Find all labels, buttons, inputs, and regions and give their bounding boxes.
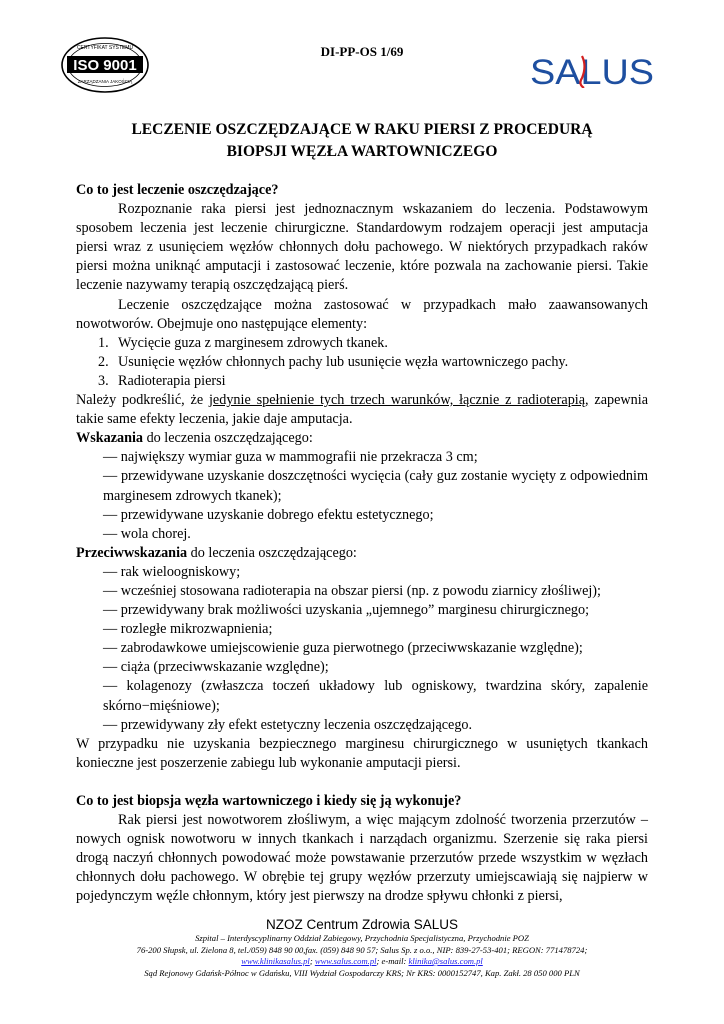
page-footer xyxy=(0,917,724,979)
salus-logo xyxy=(530,52,654,88)
document-body xyxy=(76,181,648,906)
page-title xyxy=(80,119,644,163)
section1-paragraph-2: Leczenie oszczędzające można zastosować w przypadkach mało zaawansowanych nowotworów. Obejmuje ono następujące elementy: xyxy=(76,296,648,332)
iso-logo-main-text: ISO 9001 xyxy=(73,57,137,74)
list-item: — przewidywane uzyskanie doszczętności wycięcia (cały guz zostanie wycięty z odpowiednim marginesem zdrowych tkanek); xyxy=(103,468,648,504)
iso-logo-top-text: CERTYFIKAT SYSTEMU xyxy=(76,45,134,51)
contraindications-label: Przeciwwskazania xyxy=(76,544,188,561)
footer-line-1: Szpital – Interdyscyplinarny Oddział Zabiegowy, Przychodnia Specjalistyczna, Przychodnie POZ xyxy=(195,933,529,943)
footer-email-label: ; e-mail: xyxy=(376,956,409,966)
footer-line-2: 76-200 Słupsk, ul. Zielona 8, tel./059) 848 90 00,fax. (059) 848 90 57; Salus Sp. z o.o., NIP: 839-27-53-401; REGON: 771478724; xyxy=(136,944,588,955)
contraindications-rest: do leczenia oszczędzającego: xyxy=(187,544,357,561)
list-item: — przewidywany zły efekt estetyczny leczenia oszczędzającego. xyxy=(103,716,473,733)
indications-rest: do leczenia oszczędzającego: xyxy=(143,430,313,447)
document-id: DI-PP-OS 1/69 xyxy=(320,44,404,59)
list-item: — ciąża (przeciwwskazanie względne); xyxy=(103,659,329,676)
list-item: — wola chorej. xyxy=(103,525,191,542)
list-item xyxy=(76,353,648,372)
contraindications-heading xyxy=(76,544,648,563)
list-item: — przewidywany brak możliwości uzyskania „ujemnego” marginesu chirurgicznego; xyxy=(103,602,590,619)
list-item: — wcześniej stosowana radioterapia na obszar piersi (np. z powodu ziarnicy złośliwej); xyxy=(103,582,601,599)
footer-line-3 xyxy=(0,956,724,968)
list-item-text: Usunięcie węzłów chłonnych pachy lub usunięcie węzła wartowniczego pachy. xyxy=(118,353,569,370)
section1-heading: Co to jest leczenie oszczędzające? xyxy=(76,182,279,198)
note-prefix: Należy podkreślić, że xyxy=(76,392,209,409)
list-item: — rak wieloogniskowy; xyxy=(103,563,241,580)
list-item-number: 3. xyxy=(98,372,109,389)
footer-title: NZOZ Centrum Zdrowia SALUS xyxy=(265,917,459,932)
footer-line-4: Sąd Rejonowy Gdańsk-Północ w Gdańsku, VIII Wydział Gospodarczy KRS; Nr KRS: 0000152747, Kap. Zakł. 28 050 000 PLN xyxy=(144,967,580,978)
section2-heading: Co to jest biopsja węzła wartowniczego i kiedy się ją wykonuje? xyxy=(76,792,462,809)
list-item-text: Radioterapia piersi xyxy=(118,372,226,389)
page-title-line2: BIOPSJI WĘZŁA WARTOWNICZEGO xyxy=(226,143,498,160)
note-suffix: zapewnia takie same efekty leczenia, jakie daje amputacja. xyxy=(76,392,648,428)
website-link-2[interactable]: www.salus.com.pl xyxy=(314,956,377,966)
section2-paragraph-1: Rak piersi jest nowotworem złośliwym, a więc mającym zdolność tworzenia przerzutów – nowych ognisk nowotworu w innych tkankach i narządach organizmu. Szerzenie się raka piersi drogą naczyń chłonnych powodować może powstawanie przerzutów przede wszystkim w węzłach chłonnych dołu pachowego. W obrębie tej grupy węzłów przerzuty umiejscawiają się najpierw w pojedynczym węźle chłonnym, który jest pierwszy na drodze spływu chłonki z piersi, xyxy=(76,812,648,905)
page-title-line1: LECZENIE OSZCZĘDZAJĄCE W RAKU PIERSI Z PROCEDURĄ xyxy=(131,121,593,138)
email-link[interactable]: klinika@salus.com.pl xyxy=(408,956,483,966)
elements-list xyxy=(76,334,648,391)
contraindications-closing: W przypadku nie uzyskania bezpiecznego marginesu chirurgicznego w usuniętych tkankach konieczne jest poszerzenie zabiegu lub wykonanie amputacji piersi. xyxy=(76,735,648,771)
website-link-1[interactable]: www.klinikasalus.pl xyxy=(241,956,310,966)
list-item: — rozległe mikrozwapnienia; xyxy=(103,621,273,638)
list-item: — zabrodawkowe umiejscowienie guza pierwotnego (przeciwwskazanie względne); xyxy=(103,640,583,657)
iso-logo-bottom-text: ZARZĄDZANIA JAKOŚCIĄ xyxy=(77,79,133,84)
section1-paragraph-1: Rozpoznanie raka piersi jest jednoznacznym wskazaniem do leczenia. Podstawowym sposobem leczenia jest leczenie chirurgiczne. Standardowym rodzajem operacji jest amputacja piersi wraz z usunięciem węzłów chłonnych dołu pachowego. W niektórych przypadkach raków piersi można uniknąć amputacji i zastosować leczenie, które pozwala na zachowanie piersi. Takie leczenie nazywamy terapią oszczędzającą pierś. xyxy=(76,201,648,294)
note-underlined: jedynie spełnienie tych trzech warunków, łącznie z radioterapią, xyxy=(208,392,589,409)
section-spacer xyxy=(76,773,648,792)
list-item: — największy wymiar guza w mammografii nie przekracza 3 cm; xyxy=(103,449,478,466)
list-item-number: 1. xyxy=(98,334,109,351)
list-item xyxy=(76,372,648,391)
list-item: — kolagenozy (zwłaszcza toczeń układowy lub ogniskowy, twardzina skóry, zapalenie skórno−mięśniowe); xyxy=(103,678,648,714)
footer-separator: ; xyxy=(309,956,315,966)
list-item: — przewidywane uzyskanie dobrego efektu estetycznego; xyxy=(103,506,434,523)
list-item xyxy=(76,334,648,353)
salus-logo-text: SALUS xyxy=(530,53,654,88)
indications-heading xyxy=(76,429,648,448)
list-item-number: 2. xyxy=(98,353,109,370)
list-item-text: Wycięcie guza z marginesem zdrowych tkanek. xyxy=(118,334,388,351)
indications-label: Wskazania xyxy=(76,430,144,447)
section1-note xyxy=(76,391,648,429)
